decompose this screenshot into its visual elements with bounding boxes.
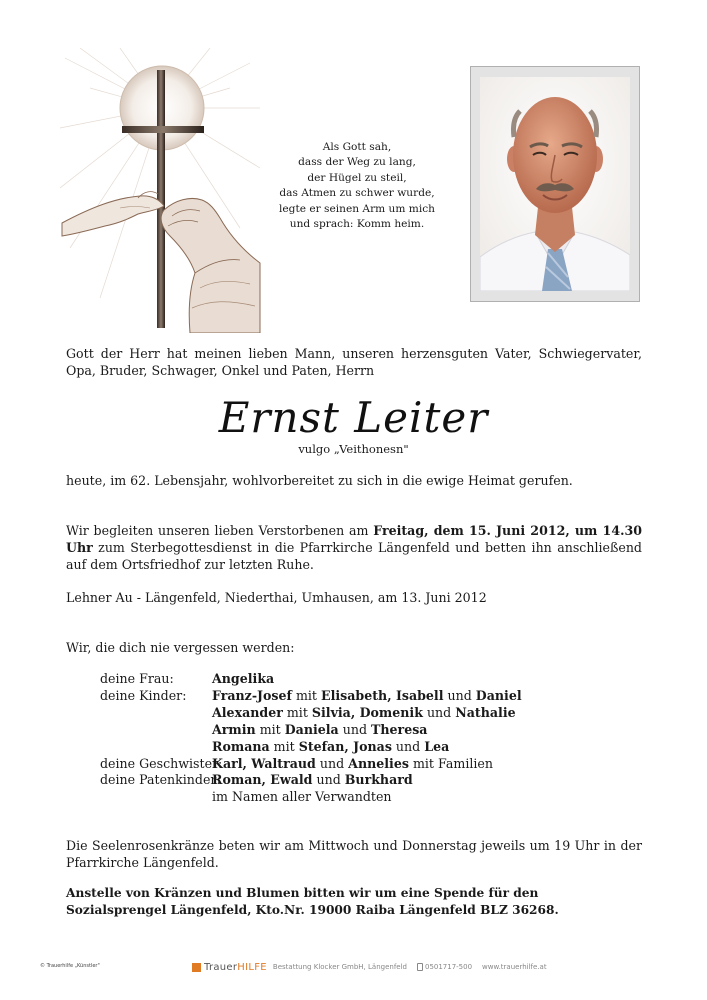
copyright-note: © Trauerhilfe „Künstler" [40, 963, 100, 969]
mourner-name: Theresa [371, 721, 428, 737]
poem-line: das Atmen zu schwer wurde, [279, 187, 435, 200]
donation-text: Anstelle von Kränzen und Blumen bitten wir um eine Spende für den Sozialsprengel Längenfeld, Kto.Nr. 19000 Raiba Längenfeld BLZ 36268. [66, 886, 559, 917]
poem-line: der Hügel zu steil, [307, 171, 407, 184]
mourner-row [100, 772, 620, 789]
age-text: heute, im 62. Lebensjahr, wohlvorbereitet zu sich in die ewige Heimat gerufen. [66, 473, 573, 488]
mourner-names [212, 789, 392, 806]
mourner-relation [100, 789, 212, 806]
place-date: Lehner Au - Längenfeld, Niederthai, Umhausen, am 13. Juni 2012 [66, 590, 487, 605]
mourner-name: Silvia, Domenik [311, 704, 423, 720]
deceased-name: Ernst Leiter [218, 393, 489, 442]
mourner-connector: und [338, 721, 372, 737]
funeral-date: Freitag, dem 15. Juni 2012, um 14.30 Uhr [66, 523, 642, 555]
mourner-connector: mit [269, 738, 299, 754]
cross-and-hands-illustration [60, 48, 265, 333]
footer-company: Bestattung Klocker GmbH, Längenfeld [272, 963, 407, 971]
mourner-name: Daniela [284, 721, 339, 737]
mourner-names [212, 722, 427, 739]
footer-phone-number: 0501717-500 [424, 963, 473, 971]
mourner-row [100, 705, 620, 722]
funeral-text [66, 522, 642, 573]
mourner-name: Burkhard [344, 772, 413, 788]
mourner-name: Annelies [348, 755, 409, 771]
trauerhilfe-logo [192, 962, 267, 973]
mourner-row [100, 739, 620, 756]
mourner-names [212, 756, 493, 773]
mourner-connector: mit [282, 704, 312, 720]
mourner-row [100, 756, 620, 773]
poem [262, 140, 452, 232]
mourner-connector: im Namen aller Verwandten [212, 789, 392, 805]
logo-mark-icon [192, 963, 201, 972]
poem-line: legte er seinen Arm um mich [279, 202, 435, 215]
mourner-names [212, 772, 413, 789]
mourner-row [100, 688, 620, 705]
intro-text: Gott der Herr hat meinen lieben Mann, unseren herzensguten Vater, Schwiegervater, Opa, Bruder, Schwager, Onkel und Paten, Herrn [66, 346, 642, 378]
mourner-name: Elisabeth, Isabell [320, 687, 444, 703]
poem-line: und sprach: Komm heim. [289, 218, 425, 231]
poem-line: Als Gott sah, [322, 141, 392, 153]
mourners-list [100, 671, 620, 806]
logo-text: Trauer [204, 961, 238, 973]
mourner-relation: deine Frau: [100, 671, 174, 686]
footer-phone [417, 963, 472, 971]
mourner-relation: deine Patenkinder: [100, 772, 221, 788]
mourner-row [100, 722, 620, 739]
logo-text-accent: HILFE [237, 961, 267, 973]
footer-web: www.trauerhilfe.at [482, 963, 547, 971]
cross-icon [157, 70, 165, 328]
mourner-connector: mit [255, 721, 285, 737]
funeral-text-after: zum Sterbegottesdienst in die Pfarrkirche Längenfeld und betten ihn anschließend auf dem Ortsfriedhof zur letzten Ruhe. [66, 540, 642, 572]
poem-line: dass der Weg zu lang, [298, 156, 416, 169]
mourner-name: Karl, Waltraud [212, 755, 316, 771]
mourner-name: Angelika [212, 671, 275, 686]
mourner-name: Roman, Ewald [212, 772, 313, 788]
mourner-connector: und [443, 687, 476, 703]
mourner-relation: deine Geschwister: [100, 755, 223, 771]
mourner-names [212, 688, 522, 705]
mourner-row [100, 671, 620, 688]
mourner-relation [100, 705, 212, 722]
footer [192, 960, 557, 974]
funeral-text-before: Wir begleiten unseren lieben Verstorbenen am [66, 523, 374, 538]
mourner-connector: und [422, 704, 456, 720]
mourner-relation [100, 722, 212, 739]
rosary-text: Die Seelenrosenkränze beten wir am Mittwoch und Donnerstag jeweils um 19 Uhr in der Pfarrkirche Längenfeld. [66, 838, 642, 870]
mourner-connector: mit Familien [408, 755, 493, 771]
mourner-name: Franz-Josef [212, 687, 292, 703]
mourner-name: Alexander [212, 704, 283, 720]
mourner-row [100, 789, 620, 806]
mourner-connector: mit [291, 687, 321, 703]
mourner-names [212, 705, 516, 722]
mourner-names [212, 671, 274, 688]
mourner-name: Stefan, Jonas [298, 738, 392, 754]
mourner-name: Nathalie [455, 704, 516, 720]
mourner-name: Romana [212, 738, 270, 754]
mourners-intro: Wir, die dich nie vergessen werden: [66, 640, 295, 655]
mourner-names [212, 739, 449, 756]
mourner-name: Armin [212, 721, 256, 737]
phone-icon [417, 963, 423, 971]
mourner-connector: und [312, 772, 345, 788]
mourner-connector: und [315, 755, 349, 771]
mourner-relation [100, 739, 212, 756]
deceased-nickname: vulgo „Veithonesn" [298, 442, 409, 456]
mourner-name: Daniel [475, 687, 522, 703]
mourner-connector: und [391, 738, 425, 754]
portrait-photo [480, 77, 630, 291]
portrait-frame [470, 66, 640, 302]
mourner-name: Lea [424, 738, 450, 754]
mourner-relation: deine Kinder: [100, 687, 187, 703]
